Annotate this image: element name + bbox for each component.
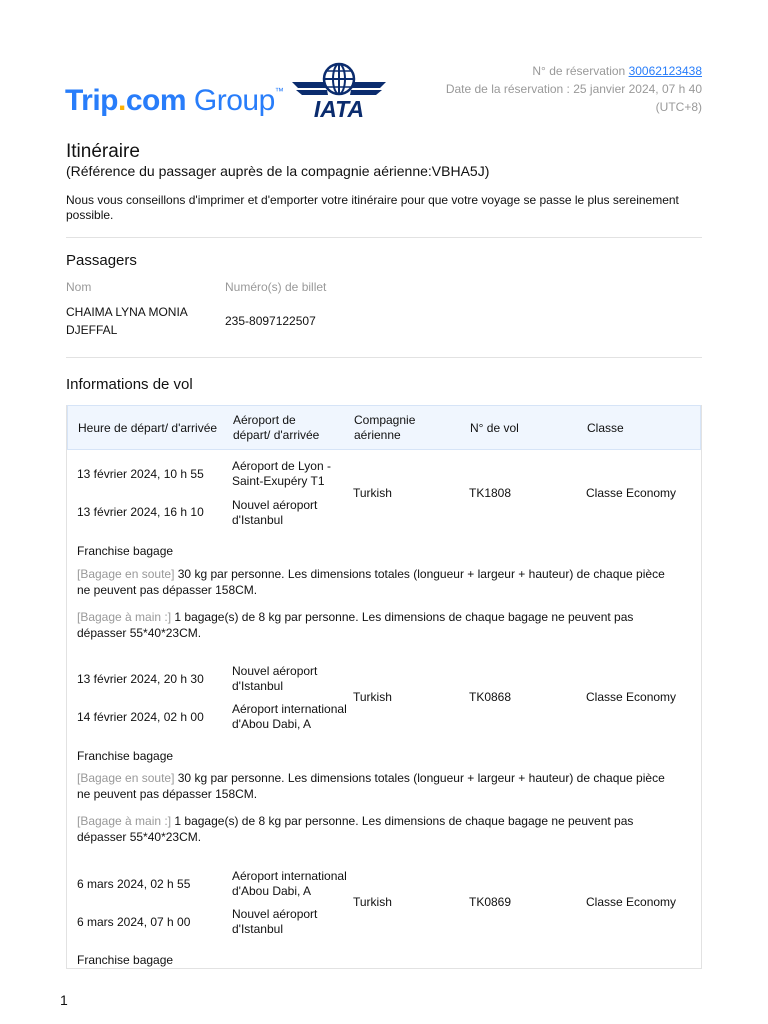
header-time: Heure de départ/ d'arrivée <box>78 421 218 435</box>
trip-com-group-logo: Trip.com Group™ <box>65 84 284 117</box>
ticket-number-header: Numéro(s) de billet <box>225 280 327 294</box>
travel-class: Classe Economy <box>586 895 677 909</box>
departure-time: 6 mars 2024, 02 h 55 <box>77 877 191 891</box>
flight-table <box>66 405 702 969</box>
airline: Turkish <box>353 690 392 704</box>
checked-baggage: [Bagage en soute] 30 kg par personne. Les dimensions totales (longueur + largeur + hauteur) de chaque pièce ne peuvent pas dépasser 158CM. <box>77 771 665 801</box>
departure-airport: Aéroport de Lyon - Saint-Exupéry T1 <box>232 459 331 488</box>
airline: Turkish <box>353 486 392 500</box>
baggage-title: Franchise bagage <box>77 953 174 967</box>
arrival-time: 13 février 2024, 16 h 10 <box>77 505 204 519</box>
flight-number: TK1808 <box>469 486 512 500</box>
ticket-number: 235-8097122507 <box>225 314 316 328</box>
departure-time: 13 février 2024, 10 h 55 <box>77 467 204 481</box>
travel-class: Classe Economy <box>586 486 677 500</box>
header-flight-number: N° de vol <box>470 421 519 435</box>
divider <box>66 357 702 358</box>
departure-time: 13 février 2024, 20 h 30 <box>77 672 204 686</box>
travel-class: Classe Economy <box>586 690 677 704</box>
arrival-time: 14 février 2024, 02 h 00 <box>77 710 204 724</box>
header-class: Classe <box>587 421 624 435</box>
booking-info <box>446 62 702 116</box>
airline: Turkish <box>353 895 392 909</box>
departure-airport: Aéroport international d'Abou Dabi, A <box>232 869 347 898</box>
departure-airport: Nouvel aéroport d'Istanbul <box>232 664 318 693</box>
baggage-title: Franchise bagage <box>77 749 174 763</box>
passenger-name-header: Nom <box>66 280 92 294</box>
cabin-baggage: [Bagage à main :] 1 bagage(s) de 8 kg par personne. Les dimensions de chaque bagage ne peuvent pas dépasser 55*40*23CM. <box>77 610 634 640</box>
flight-number: TK0868 <box>469 690 512 704</box>
flight-info-title: Informations de vol <box>66 376 193 393</box>
booking-timezone: (UTC+8) <box>655 100 702 114</box>
booking-number-link[interactable]: 30062123438 <box>628 64 702 78</box>
arrival-airport: Aéroport international d'Abou Dabi, A <box>232 702 347 731</box>
booking-label: N° de réservation <box>532 64 629 78</box>
cabin-baggage: [Bagage à main :] 1 bagage(s) de 8 kg par personne. Les dimensions de chaque bagage ne peuvent pas dépasser 55*40*23CM. <box>77 814 634 844</box>
passengers-title: Passagers <box>66 252 137 269</box>
page-number: 1 <box>60 992 68 1008</box>
iata-logo <box>290 62 388 120</box>
arrival-airport: Nouvel aéroport d'Istanbul <box>232 907 318 936</box>
arrival-airport: Nouvel aéroport d'Istanbul <box>232 498 318 527</box>
iata-text: IATA <box>313 96 365 120</box>
header-airport: Aéroport de départ/ d'arrivée <box>233 413 320 442</box>
itinerary-title: Itinéraire <box>66 141 140 162</box>
header-airline: Compagnie aérienne <box>354 413 416 442</box>
booking-date: Date de la réservation : 25 janvier 2024, 07 h 40 <box>445 82 702 96</box>
checked-baggage: [Bagage en soute] 30 kg par personne. Les dimensions totales (longueur + largeur + hauteur) de chaque pièce ne peuvent pas dépasser 158CM. <box>77 567 665 597</box>
flight-table-header <box>67 405 701 450</box>
divider <box>66 237 702 238</box>
passenger-reference: (Référence du passager auprès de la compagnie aérienne:VBHA5J) <box>66 163 490 179</box>
print-advice: Nous vous conseillons d'imprimer et d'emporter votre itinéraire pour que votre voyage se passe le plus sereinement possible. <box>66 193 679 222</box>
arrival-time: 6 mars 2024, 07 h 00 <box>77 915 191 929</box>
baggage-title: Franchise bagage <box>77 544 174 558</box>
flight-number: TK0869 <box>469 895 512 909</box>
passenger-name: CHAIMA LYNA MONIA DJEFFAL <box>66 305 188 337</box>
